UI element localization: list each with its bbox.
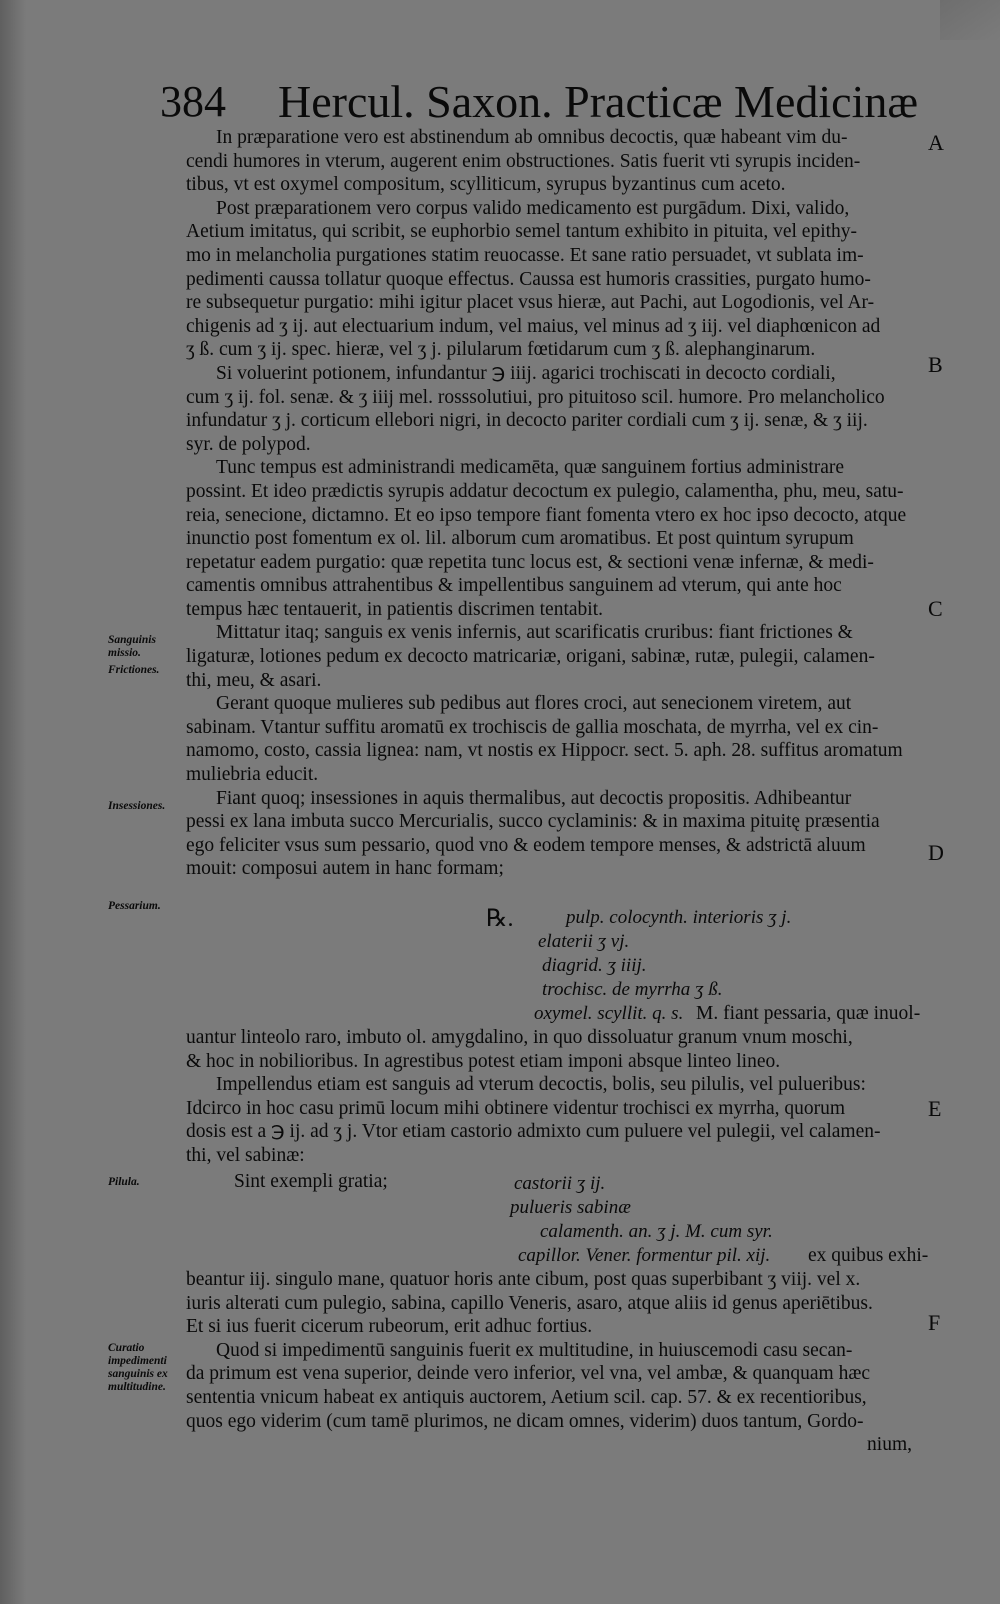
text-line: Fiant quoq; insessiones in aquis thermalibus, aut decoctis propositis. Adhibeantur <box>216 787 852 809</box>
text-line: Gerant quoque mulieres sub pedibus aut flores croci, aut senecionem viretem, aut <box>216 693 852 715</box>
recipe-symbol: ℞. <box>486 906 514 932</box>
recipe-line: capillor. Vener. formentur pil. xij. <box>518 1245 771 1266</box>
text-line: da primum est vena superior, deinde vero inferior, vel vna, vel ambæ, & quanquam hæc <box>186 1363 870 1385</box>
text-line: mo in melancholia purgationes statim reuocasse. Et sane ratio persuadet, vt sublata im- <box>186 244 864 266</box>
recipe-line: diagrid. ʒ iiij. <box>542 955 647 976</box>
text-line: repetatur eadem purgatio: quæ repetita tunc locus est, & sectioni venæ infernæ, & medi- <box>186 551 874 573</box>
text-line: mouit: composui autem in hanc formam; <box>186 858 504 880</box>
section-letter-e: E <box>928 1096 942 1121</box>
text-line: tempus hæc tentauerit, in patientis discrimen tentabit. <box>186 598 603 620</box>
section-letter-f: F <box>928 1310 941 1335</box>
margin-note-insessiones: Insessiones. <box>108 800 166 812</box>
text-line: Si voluerint potionem, infundantur ℈ iiij. agarici trochiscati in decocto cordiali, <box>216 362 836 384</box>
section-letter-a: A <box>928 130 944 155</box>
text-line: quos ego viderim (cum tamē plurimos, ne dicam omnes, viderim) duos tantum, Gordo- <box>186 1410 864 1432</box>
text-line: ʒ ß. cum ʒ ij. spec. hieræ, vel ʒ j. pilularum fœtidarum cum ʒ ß. alephanginarum. <box>186 339 816 361</box>
text-line: uantur linteolo raro, imbuto ol. amygdalino, in quo dissoluatur granum vnum moschi, <box>186 1027 853 1048</box>
text-line: muliebria educit. <box>186 764 319 786</box>
text-line: re subsequetur purgatio: mihi igitur placet vsus hieræ, aut Pachi, aut Logodionis, vel Ar- <box>186 292 875 314</box>
text-line: ligaturæ, lotiones pedum ex decocto matricariæ, origani, sabinæ, rutæ, pulegii, calamen- <box>186 646 875 668</box>
main-text-2 <box>186 1026 926 1168</box>
section-letter-c: C <box>928 596 943 621</box>
text-line: Post præparationem vero corpus valido medicamento est purgādum. Dixi, valido, <box>216 197 850 219</box>
section-letter-d: D <box>928 840 944 865</box>
text-line: inunctio post fomentum ex ol. lil. alborum cum aromatibus. Et post quintum syrupum <box>186 528 854 550</box>
text-line: camentis omnibus attrahentibus & impellentibus sanguinem ad vterum, qui ante hoc <box>186 575 842 597</box>
text-line: Idcirco in hoc casu primū locum mihi obtinere videntur trochisci ex myrrha, quorum <box>186 1097 846 1119</box>
recipe-line: elaterii ʒ vj. <box>538 931 630 952</box>
text-line: Mittatur itaq; sanguis ex venis infernis, aut scarificatis cruribus: fiant frictiones & <box>216 622 853 644</box>
text-line: infundatur ʒ j. corticum ellebori nigri, in decocto pariter cordiali cum ʒ ij. senæ, & ʒ iij. <box>186 410 868 432</box>
recipe-line: oxymel. scyllit. q. s. <box>534 1003 684 1024</box>
page-corner <box>940 0 1000 40</box>
margin-note-frictiones: Frictiones. <box>108 664 160 676</box>
text-line: syr. de polypod. <box>186 433 311 455</box>
running-title: Hercul. Saxon. Practicæ Medicinæ <box>278 76 919 127</box>
text-line: pedimenti caussa tollatur quoque effectus. Caussa est humoris crassities, purgato humo- <box>186 268 871 290</box>
margin-note-pilula: Pilula. <box>108 1176 140 1188</box>
text-line: Quod si impedimentū sanguinis fuerit ex multitudine, in huiuscemodi casu secan- <box>216 1339 853 1361</box>
text-line: Tunc tempus est administrandi medicamēta, quæ sanguinem fortius administrare <box>216 457 845 479</box>
margin-note-pessarium: Pessarium. <box>108 900 161 912</box>
page-gutter-shadow <box>0 0 26 1604</box>
text-line: dosis est a ℈ ij. ad ʒ j. Vtor etiam castorio admixto cum puluere vel pulegii, vel calamen- <box>186 1121 881 1143</box>
page-header <box>160 74 920 130</box>
text-line: cendi humores in vterum, augerent enim obstructiones. Satis fuerit vti syrupis inciden- <box>186 150 861 172</box>
text-line: cum ʒ ij. fol. senæ. & ʒ iiij mel. rosssolutiui, pro pituitoso scil. humore. Pro melancholico <box>186 386 885 408</box>
margin-note-curatio: Curatio impedimenti sanguinis ex multitudine. <box>108 1342 168 1393</box>
recipe-line: calamenth. an. ʒ j. M. cum syr. <box>540 1221 773 1242</box>
margin-note-sanguinis: Sanguinis missio. <box>108 634 156 659</box>
text-line: reia, senecione, dictamno. Et eo ipso tempore fiant fomenta vtero ex hoc ipso decocto, atque <box>186 504 907 526</box>
text-line: ego feliciter vsus sum pessario, quod vno & eodem tempore menses, & adstrictā aluum <box>186 834 866 856</box>
recipe-continuation: M. fiant pessaria, quæ inuol- <box>696 1003 921 1024</box>
text-line: Et si ius fuerit cicerum rubeorum, erit adhuc fortius. <box>186 1316 593 1338</box>
text-line: namomo, costo, cassia lignea: nam, vt nostis ex Hippocr. sect. 5. aph. 28. suffitus aromatum <box>186 740 903 762</box>
text-line: Aetium imitatus, qui scribit, se euphorbio semel tantum exhibito in pituita, vel epithy- <box>186 221 858 243</box>
text-line: tibus, vt est oxymel compositum, scylliticum, syrupus byzantinus cum aceto. <box>186 174 786 196</box>
text-line: & hoc in nobilioribus. In agrestibus potest etiam imponi absque linteo lineo. <box>186 1050 781 1072</box>
page-number: 384 <box>160 77 226 126</box>
text-line: nium, <box>867 1434 912 1456</box>
text-line: Impellendus etiam est sanguis ad vterum decoctis, bolis, seu pilulis, vel pulueribus: <box>216 1074 866 1096</box>
text-line: thi, meu, & asari. <box>186 669 322 691</box>
recipe-continuation: ex quibus exhi- <box>808 1245 929 1266</box>
text-line: pessi ex lana imbuta succo Mercurialis, succo cyclaminis: & in maxima pituitę præsentia <box>186 811 880 833</box>
recipe-line: trochisc. de myrrha ʒ ß. <box>542 979 723 1000</box>
exempli-line: Sint exempli gratia; <box>234 1171 388 1192</box>
recipe-line: pulp. colocynth. interioris ʒ j. <box>566 907 792 928</box>
text-line: sententia vnicum habeat ex antiquis auctorem, Aetium scil. cap. 57. & ex recentioribus, <box>186 1386 867 1408</box>
recipe-line: pulueris sabinæ <box>510 1197 631 1218</box>
text-line: possint. Et ideo prædictis syrupis addatur decoctum ex pulegio, calamentha, phu, meu, satu- <box>186 480 904 502</box>
text-line: thi, vel sabinæ: <box>186 1144 305 1166</box>
text-line: chigenis ad ʒ ij. aut electuarium indum, vel maius, vel minus ad ʒ iij. vel diaphœnicon ad <box>186 315 881 337</box>
text-line: In præparatione vero est abstinendum ab omnibus decoctis, quæ habeant vim du- <box>216 127 848 148</box>
text-line: sabinam. Vtantur suffitu aromatū ex trochiscis de gallia moschata, de myrrha, vel ex cin- <box>186 716 879 738</box>
text-line: beantur iij. singulo mane, quatuor horis ante cibum, post quas superbibant ʒ viij. vel x. <box>186 1269 861 1290</box>
section-letter-b: B <box>928 352 943 377</box>
recipe-line: castorii ʒ ij. <box>514 1173 606 1194</box>
main-text <box>186 126 926 881</box>
text-line: iuris alterati cum pulegio, sabina, capillo Veneris, asaro, atque aliis id genus aperiētibus. <box>186 1292 873 1314</box>
main-text-3 <box>186 1268 926 1457</box>
